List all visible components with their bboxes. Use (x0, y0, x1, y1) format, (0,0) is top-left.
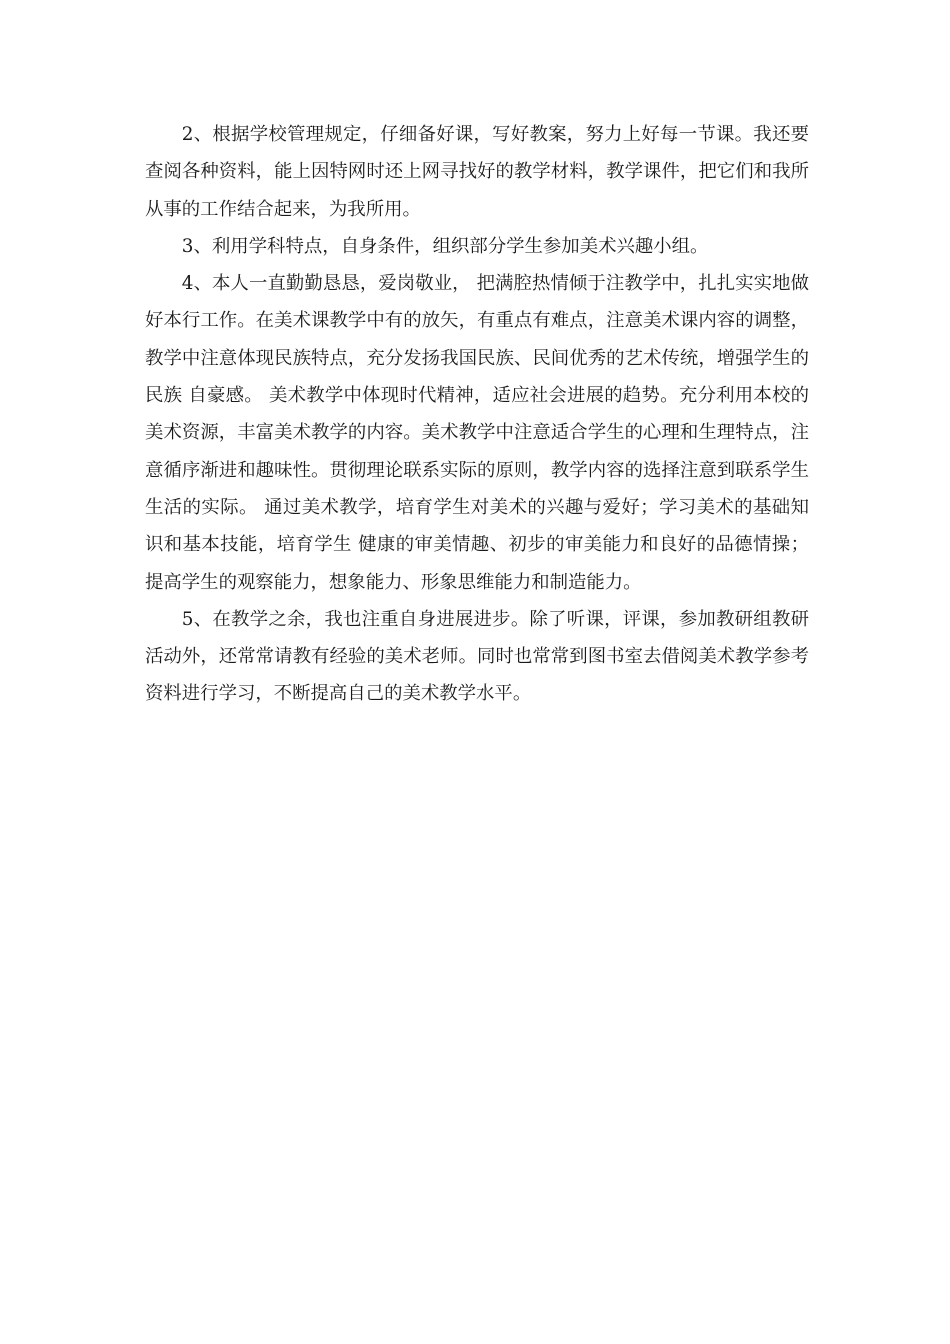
paragraph-3: 3、利用学科特点，自身条件，组织部分学生参加美术兴趣小组。 (181, 235, 709, 257)
document-body (145, 116, 809, 713)
paragraph-5: 5、在教学之余，我也注重自身进展进步。除了听课，评课，参加教研组教研活动外，还常常请教有经验的美术老师。同时也常常到图书室去借阅美术教学参考资料进行学习，不断提高自己的美术教学水平。 (145, 608, 809, 705)
paragraph-4: 4、本人一直勤勤恳恳，爱岗敬业， 把满腔热情倾于注教学中，扎扎实实地做好本行工作。在美术课教学中有的放矢，有重点有难点，注意美术课内容的调整，教学中注意体现民族特点，充分发扬我国民族、民间优秀的艺术传统，增强学生的 民族 自豪感。 美术教学中体现时代精神，适应社会进展的趋势。充分利用本校的美术资源，丰富美术教学的内容。美术教学中注意适合学生的心理和生理特点，注意循序渐进和趣味性。贯彻理论联系实际的原则，教学内容的选择注意到联系学生生活的实际。 通过美术教学，培育学生对美术的兴趣与爱好；学习美术的基础知识和基本技能，培育学生 健康的审美情趣、初步的审美能力和良好的品德情操；提高学生的观察能力，想象能力、形象思维能力和制造能力。 (145, 273, 809, 593)
paragraph-2: 2、根据学校管理规定，仔细备好课，写好教案，努力上好每一节课。我还要查阅各种资料，能上因特网时还上网寻找好的教学材料，教学课件，把它们和我所从事的工作结合起来，为我所用。 (145, 124, 809, 220)
